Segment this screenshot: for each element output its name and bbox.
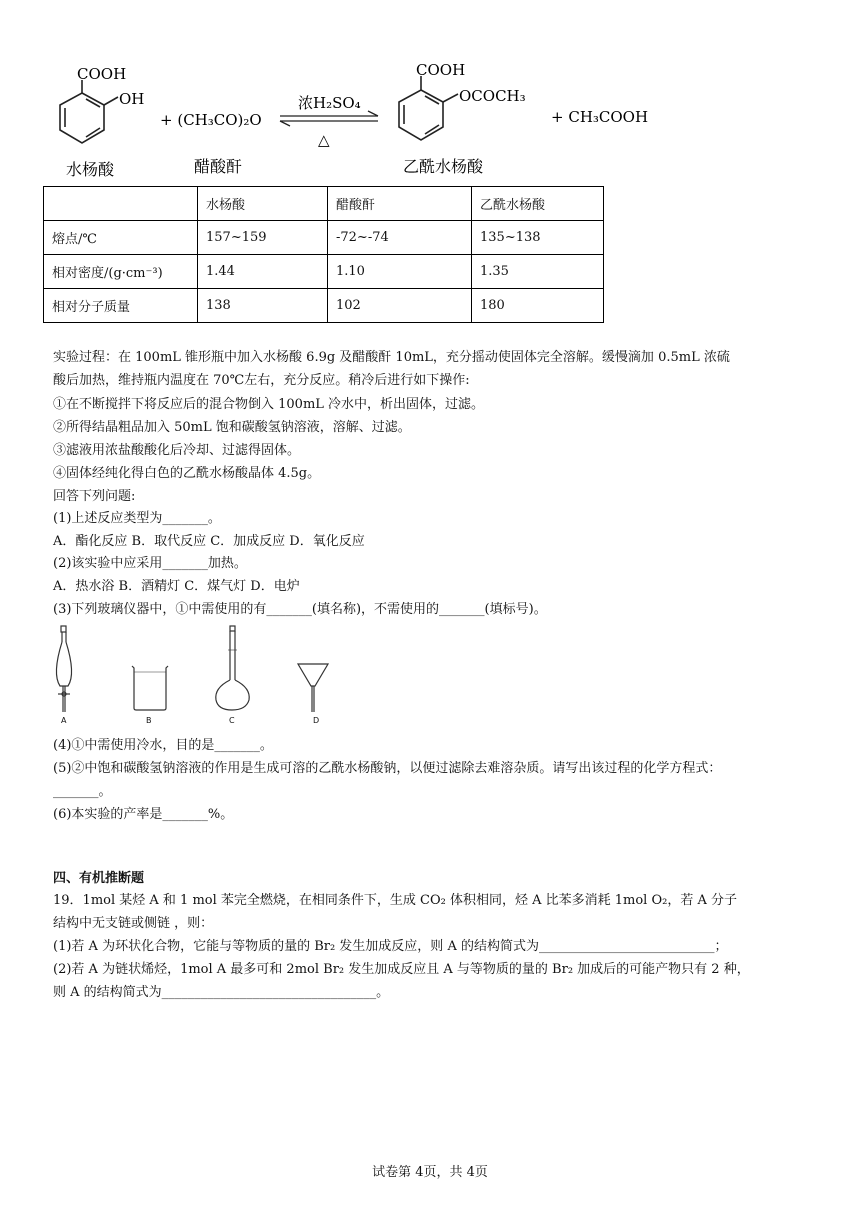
- apparatus-label-b: B: [146, 716, 152, 725]
- table-row: [44, 221, 604, 255]
- table-cell: 157~159: [198, 221, 328, 255]
- acetic-acid-formula: + CH₃COOH: [551, 108, 649, 126]
- procedure-step-2: ②所得结晶粗品加入 50mL 饱和碳酸氢钠溶液，溶解、过滤。: [53, 420, 411, 435]
- product-cooh-label: COOH: [416, 61, 466, 79]
- question-2: (2)该实验中应采用_______加热。: [53, 556, 247, 571]
- salicylic-cooh-label: COOH: [77, 65, 127, 83]
- question-19-part-2-line-1: (2)若 A 为链状烯烃，1mol A 最多可和 2mol Br₂ 发生加成反应且 A 与等物质的量的 Br₂ 加成后的可能产物只有 2 种，: [53, 962, 750, 977]
- procedure-step-4: ④固体经纯化得白色的乙酰水杨酸晶体 4.5g。: [53, 466, 321, 481]
- question-19-line-1: 19．1mol 某烃 A 和 1 mol 苯完全燃烧，在相同条件下，生成 CO₂ 体积相同，烃 A 比苯多消耗 1mol O₂，若 A 分子: [53, 893, 737, 908]
- table-cell: 相对密度/(g·cm⁻³): [44, 255, 198, 289]
- equilibrium-arrow: [280, 111, 378, 126]
- question-3: (3)下列玻璃仪器中，①中需使用的有_______(填名称)，不需使用的_______(填标号)。: [53, 602, 547, 617]
- table-cell: 1.35: [472, 255, 604, 289]
- question-19-part-1: (1)若 A 为环状化合物，它能与等物质的量的 Br₂ 发生加成反应，则 A 的结构简式为___________________________；: [53, 939, 728, 954]
- acetic-anhydride-formula: + (CH₃CO)₂O: [160, 111, 262, 129]
- question-4: (4)①中需使用冷水，目的是_______。: [53, 738, 273, 753]
- acetylsalicylic-acid-structure: [399, 76, 458, 140]
- salicylic-acid-structure: [60, 80, 118, 143]
- product-ococh3-label: OCOCH₃: [459, 87, 526, 105]
- table-cell: 相对分子质量: [44, 289, 198, 323]
- page-footer: 试卷第 4页，共 4页: [372, 1165, 488, 1180]
- question-1: (1)上述反应类型为_______。: [53, 511, 221, 526]
- table-cell: 1.10: [328, 255, 472, 289]
- table-cell: 135~138: [472, 221, 604, 255]
- procedure-step-3: ③滤液用浓盐酸酸化后冷却、过滤得固体。: [53, 443, 301, 458]
- question-5: (5)②中饱和碳酸氢钠溶液的作用是生成可溶的乙酰水杨酸钠，以便过滤除去难溶杂质。请写出该过程的化学方程式：: [53, 761, 722, 776]
- table-cell: 102: [328, 289, 472, 323]
- table-row: [44, 289, 604, 323]
- caption-acetic-anhydride: 醋酸酐: [194, 157, 243, 176]
- table-cell: 180: [472, 289, 604, 323]
- apparatus-label-d: D: [313, 716, 320, 725]
- reaction-scheme: [0, 0, 860, 186]
- question-5-blank: _______。: [53, 784, 112, 799]
- table-cell: 水杨酸: [198, 187, 328, 221]
- apparatus-label-c: C: [229, 716, 235, 725]
- table-header-row: [44, 187, 604, 221]
- caption-acetylsalicylic-acid: 乙酰水杨酸: [403, 157, 484, 176]
- procedure-intro-line-2: 酸后加热，维持瓶内温度在 70℃左右，充分反应。稍冷后进行如下操作:: [53, 373, 470, 388]
- procedure-step-1: ①在不断搅拌下将反应后的混合物倒入 100mL 冷水中，析出固体，过滤。: [53, 397, 485, 412]
- answer-prompt: 回答下列问题:: [53, 489, 136, 504]
- table-cell: 醋酸酐: [328, 187, 472, 221]
- beaker-icon: [132, 666, 168, 710]
- apparatus-figure: [40, 624, 350, 728]
- table-cell: 乙酰水杨酸: [472, 187, 604, 221]
- funnel-icon: [298, 664, 328, 712]
- salicylic-oh-label: OH: [119, 90, 145, 108]
- question-6: (6)本实验的产率是_______%。: [53, 807, 234, 822]
- catalyst-label: 浓H₂SO₄: [298, 94, 361, 112]
- section-title: 四、有机推断题: [53, 871, 145, 886]
- table-row: [44, 255, 604, 289]
- heat-symbol: △: [318, 131, 330, 149]
- caption-salicylic-acid: 水杨酸: [66, 160, 115, 179]
- question-1-options: A．酯化反应 B．取代反应 C．加成反应 D．氧化反应: [53, 534, 365, 549]
- question-2-options: A．热水浴 B．酒精灯 C．煤气灯 D．电炉: [53, 579, 300, 594]
- question-19-part-2-line-2: 则 A 的结构简式为_________________________________。: [53, 985, 390, 1000]
- table-cell: 1.44: [198, 255, 328, 289]
- procedure-intro-line-1: 实验过程：在 100mL 锥形瓶中加入水杨酸 6.9g 及醋酸酐 10mL，充分摇动使固体完全溶解。缓慢滴加 0.5mL 浓硫: [53, 350, 730, 365]
- table-cell: -72~-74: [328, 221, 472, 255]
- table-cell: [44, 187, 198, 221]
- volumetric-flask-icon: [216, 626, 249, 710]
- table-cell: 熔点/℃: [44, 221, 198, 255]
- apparatus-label-a: A: [61, 716, 67, 725]
- question-19-line-2: 结构中无支链或侧链 ，则：: [53, 916, 214, 931]
- properties-table: [43, 186, 604, 323]
- table-cell: 138: [198, 289, 328, 323]
- separatory-funnel-icon: [56, 626, 71, 712]
